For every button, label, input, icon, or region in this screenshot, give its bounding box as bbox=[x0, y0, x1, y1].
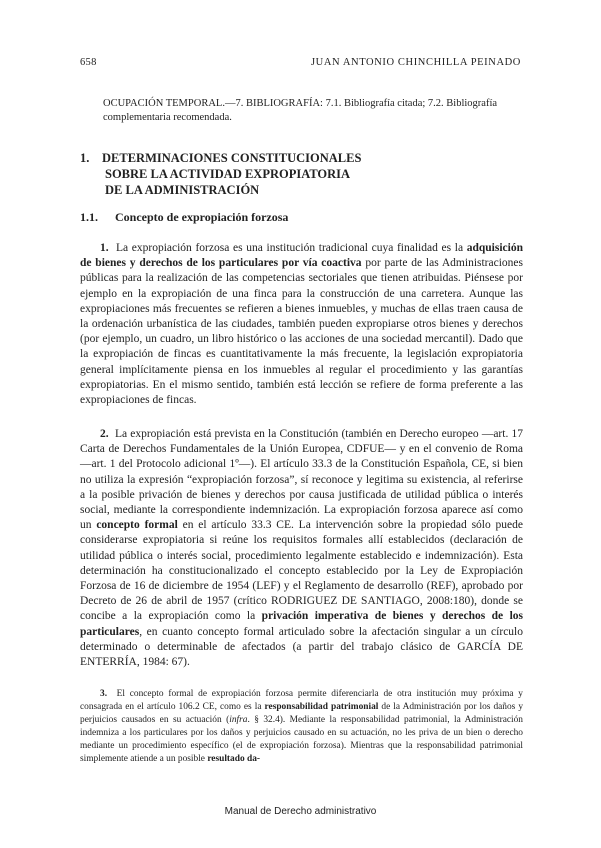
paragraph-text: de la Administración por los daños y perjuicios causados en su actuación ( bbox=[80, 702, 524, 725]
subsection-number: 1.1. bbox=[80, 210, 98, 224]
running-header-author: JUAN ANTONIO CHINCHILLA PEINADO bbox=[310, 57, 521, 68]
paragraph-text: . § 32.4). Mediante la responsabilidad patrimonial, la Administración indemniza a los particulares por los daños y perjuicios causado en su actuación, no les priva de un bien o derecho mediante un procedimiento específico (el de expropiación forzosa). Mientras que la responsabilidad patrimonial simplemente atiende a un posible bbox=[80, 715, 523, 764]
section-title-line-3: DE LA ADMINISTRACIÓN bbox=[105, 183, 260, 197]
section-number: 1. bbox=[80, 151, 90, 165]
paragraph-number: 3. bbox=[100, 689, 108, 699]
bold-term: responsabilidad patrimonial bbox=[264, 702, 379, 712]
bold-term: adquisición de bienes y derechos de los particulares por vía coactiva bbox=[80, 242, 523, 270]
subsection-title: Concepto de expropiación forzosa bbox=[115, 210, 289, 224]
page-number: 658 bbox=[80, 57, 97, 68]
paragraph-1 bbox=[80, 241, 523, 408]
paragraph-text: La expropiación forzosa es una institución tradicional cuya finalidad es la bbox=[115, 242, 464, 254]
bold-term: resultado da- bbox=[207, 754, 261, 764]
paragraph-2 bbox=[80, 427, 523, 670]
footer-book-title: Manual de Derecho administrativo bbox=[224, 806, 377, 817]
paragraph-text: , en cuanto concepto formal articulado sobre la afectación singular a un círculo determinado o determinable de afectados (a partir del trabajo clásico de GARCÍA DE ENTERRÍA, 1984: 67). bbox=[80, 625, 523, 669]
section-title-line-1: DETERMINACIONES CONSTITUCIONALES bbox=[102, 151, 362, 165]
paragraph-text: por parte de las Administraciones públicas para la realización de las competencias sectoriales que tienen atribuidas. Piénsese por ejemplo en la expropiación de una finca para la construcción de una carretera. Aunque las expropiaciones más frecuentes se refieren a bienes inmuebles, y muchas de ellas traen causa de la ordenación urbanística de las ciudades, también pueden expropiarse otros bienes y derechos (por ejemplo, un cuadro, un libro histórico o las acciones de una sociedad mercantil). Dado que la expropiación de fincas es cuantitativamente la más frecuente, la legislación expropiatoria general implícitamente piensa en los inmuebles al regular el procedimiento y las garantías expropiatorias. En el mismo sentido, también está lección se refiere de forma preferente a las expropiaciones de fincas. bbox=[80, 257, 523, 407]
paragraph-text: en el artículo 33.3 CE. La intervención sobre la propiedad sólo puede considerarse expropiatoria si reúne los requisitos formales allí establecidos (declaración de utilidad pública o interés social, procedimiento legalmente establecido e indemnización). Esta determinación ha constitucionalizado el concepto establecido por la Ley de Expropiación Forzosa de 16 de diciembre de 1954 (LEF) y el Reglamento de desarrollo (REF), aprobado por Decreto de 26 de abril de 1957 (crítico RODRIGUEZ DE SANTIAGO, 2008:180), donde se concibe a la expropiación como la bbox=[80, 519, 524, 623]
bold-term: privación imperativa de bienes y derechos de los particulares bbox=[80, 610, 524, 638]
toc-continuation: OCUPACIÓN TEMPORAL.—7. BIBLIOGRAFÍA: 7.1. Bibliografía citada; 7.2. Bibliografía complementaria recomendada. bbox=[103, 98, 498, 123]
section-title-line-2: SOBRE LA ACTIVIDAD EXPROPIATORIA bbox=[105, 167, 351, 181]
paragraph-text: La expropiación está prevista en la Constitución (también en Derecho europeo —art. 17 Carta de Derechos Fundamentales de la Unión Europea, CDFUE— y en el convenio de Roma —art. 1 del Protocolo adicional 1º—). El artículo 33.3 de la Constitución Española, CE, si bien no utiliza la expresión “expropiación forzosa”, sí reconoce y legitima su existencia, al referirse a la posible privación de bienes y derechos por causa justificada de utilidad pública o interés social, mediante la correspondiente indemnización. La expropiación forzosa aparece así como un bbox=[80, 428, 523, 532]
paragraph-number: 2. bbox=[100, 428, 109, 440]
paragraph-text: El concepto formal de expropiación forzosa permite diferenciarla de otra institución muy próxima y consagrada en el artículo 106.2 CE, como es la bbox=[80, 689, 523, 712]
italic-term: infra bbox=[229, 715, 248, 725]
paragraph-number: 1. bbox=[100, 242, 109, 254]
bold-term: concepto formal bbox=[96, 519, 178, 532]
paragraph-3 bbox=[80, 688, 523, 766]
